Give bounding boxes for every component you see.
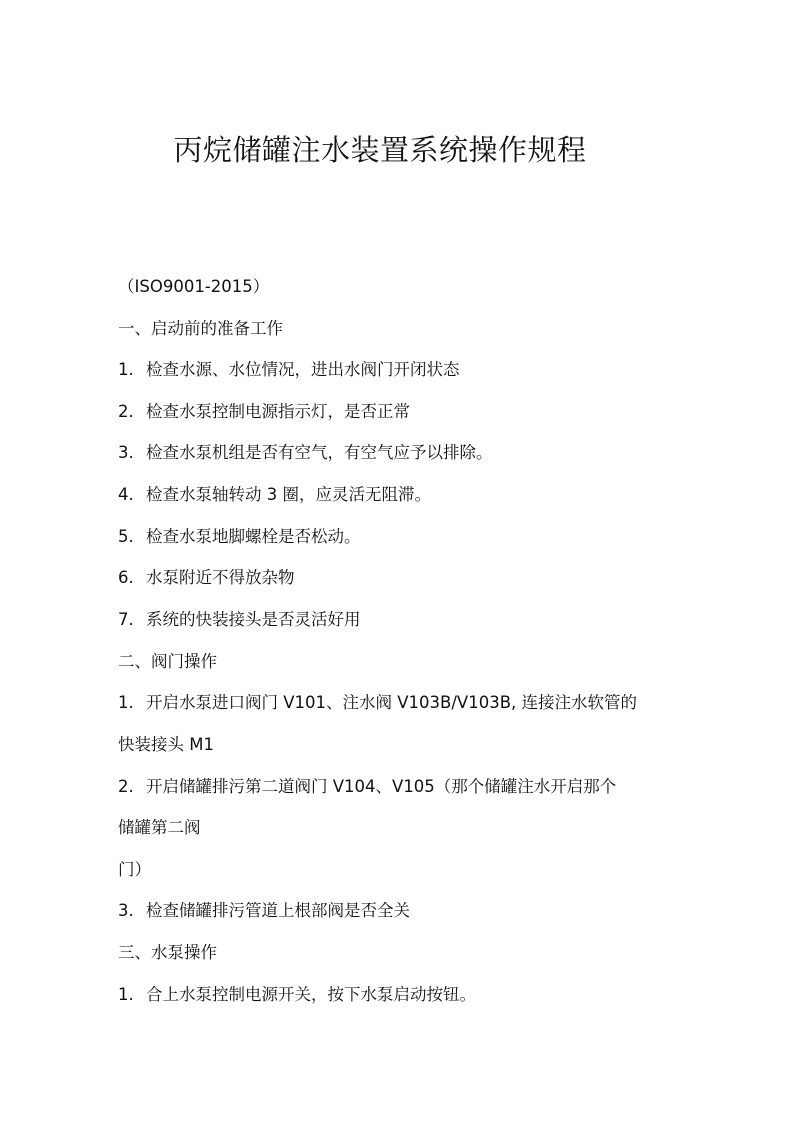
item-text: 检查水源、水位情况，进出水阀门开闭状态 xyxy=(146,360,460,379)
section-heading: 二、阀门操作 xyxy=(118,652,217,671)
item-number: 5. xyxy=(118,527,134,546)
list-item-continuation: 快装接头 M1 xyxy=(118,735,214,754)
list-item xyxy=(118,608,361,632)
item-number: 1. xyxy=(118,693,134,712)
item-text: 开启储罐排污第二道阀门 V104、V105（那个储罐注水开启那个 xyxy=(146,777,617,796)
item-text: 检查储罐排污管道上根部阀是否全关 xyxy=(146,901,410,920)
list-item xyxy=(118,566,295,590)
list-item xyxy=(118,358,460,382)
item-text: 系统的快装接头是否灵活好用 xyxy=(146,610,361,629)
item-text: 开启水泵进口阀门 V101、注水阀 V103B/V103B, 连接注水软管的 xyxy=(146,693,638,712)
item-text: 水泵附近不得放杂物 xyxy=(146,568,295,587)
standard-reference: （ISO9001-2015） xyxy=(118,277,270,296)
item-number: 3. xyxy=(118,443,134,462)
item-number: 2. xyxy=(118,402,134,421)
section-heading: 三、水泵操作 xyxy=(118,943,217,962)
list-item xyxy=(118,400,410,424)
document-title: 丙烷储罐注水装置系统操作规程 xyxy=(173,133,587,167)
item-text: 检查水泵控制电源指示灯，是否正常 xyxy=(146,402,410,421)
item-number: 4. xyxy=(118,485,134,504)
list-item xyxy=(118,775,616,799)
list-item xyxy=(118,525,361,549)
item-text: 检查水泵轴转动 3 圈，应灵活无阻滞。 xyxy=(146,485,431,504)
list-item xyxy=(118,441,493,465)
list-item-continuation: 门） xyxy=(118,860,151,879)
item-number: 1. xyxy=(118,985,134,1004)
list-item xyxy=(118,983,476,1007)
section-heading: 一、启动前的准备工作 xyxy=(118,319,283,338)
item-text: 检查水泵地脚螺栓是否松动。 xyxy=(146,527,361,546)
list-item xyxy=(118,899,410,923)
item-number: 3. xyxy=(118,901,134,920)
list-item xyxy=(118,691,637,715)
item-number: 1. xyxy=(118,360,134,379)
list-item xyxy=(118,483,431,507)
item-text: 检查水泵机组是否有空气，有空气应予以排除。 xyxy=(146,443,493,462)
item-number: 2. xyxy=(118,777,134,796)
item-number: 6. xyxy=(118,568,134,587)
list-item-continuation: 储罐第二阀 xyxy=(118,818,201,837)
item-text: 合上水泵控制电源开关，按下水泵启动按钮。 xyxy=(146,985,476,1004)
item-number: 7. xyxy=(118,610,134,629)
